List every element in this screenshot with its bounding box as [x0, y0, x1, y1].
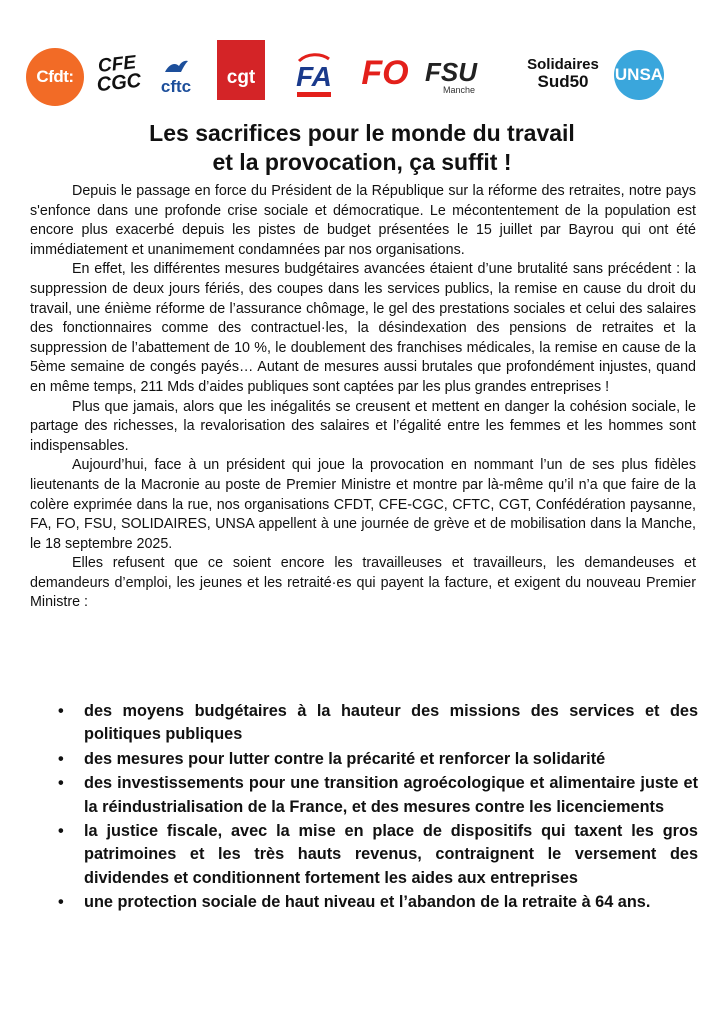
union-logos-row [22, 40, 702, 108]
bullet-icon: • [58, 822, 64, 841]
demand-text: la justice fiscale, avec la mise en place de dispositifs qui taxent les gros patrimoines et les très hauts revenus, contraignent le versement des dividendes et conditionnent fortement les aides aux entreprises [84, 822, 698, 887]
cftc-logo [152, 50, 200, 102]
paragraph: Aujourd’hui, face à un président qui joue la provocation en nommant l’un de ses plus fidèles lieutenants de la Macronie au poste de Premier Ministre et montre par là-même qu’il n’a que faire de la colère exprimée dans la rue, nos organisations CFDT, CFE-CGC, CFTC, CGT, Confédération paysanne, FA, FO, FSU, SOLIDAIRES, UNSA appellent à une journée de grève et de mobilisation dans la Manche, le 18 septembre 2025. [30, 457, 696, 552]
page-title [0, 119, 724, 177]
bullet-icon: • [58, 893, 64, 912]
demand-text: des mesures pour lutter contre la précarité et renforcer la solidarité [84, 749, 606, 768]
fsu-logo-text: FSU [425, 57, 477, 87]
unsa-logo [614, 50, 664, 100]
fa-logo [290, 46, 338, 104]
bullet-icon: • [58, 702, 64, 720]
fo-logo [360, 48, 410, 98]
demand-text: des investissements pour une transition agroécologique et alimentaire juste et la réindustrialisation de la France, et des mesures contre les licenciements [84, 774, 698, 816]
paragraph: Depuis le passage en force du Président de la République sur la réforme des retraites, notre pays s'enfonce dans une profonde crise sociale et démocratique. Le mécontentement de la population est encore plus exacerbé depuis les pistes de budget présentées le 15 juillet par Bayrou qui ont été immédiatement et unanimement condamnées par nos organisations. [30, 183, 696, 258]
solidaires-logo-text: Solidaires [527, 56, 599, 73]
demand-item [56, 891, 698, 914]
paragraph: Plus que jamais, alors que les inégalités se creusent et mettent en danger la cohésion sociale, le partage des richesses, la revalorisation des salaires et l’égalité entre les femmes et les hommes sont indispensables. [30, 398, 696, 454]
demand-text: des moyens budgétaires à la hauteur des missions des services et des politiques publiques [84, 702, 698, 744]
cfe-cgc-logo-line1: CFE [97, 52, 138, 77]
cgt-logo [217, 40, 265, 100]
bird-icon [161, 56, 191, 78]
fsu-logo [425, 52, 497, 102]
cfdt-logo [26, 48, 84, 106]
paragraph: Elles refusent que ce soient encore les travailleuses et travailleurs, les demandeuses et demandeurs d’emploi, les jeunes et les retraité·es qui payent la facture, et exigent du nouveau Premier Ministre : [30, 555, 696, 611]
unsa-logo-text: UNSA [614, 65, 664, 84]
sud-logo-text: Sud50 [537, 72, 589, 91]
fa-logo-bar [297, 92, 331, 97]
title-line-1: Les sacrifices pour le monde du travail [149, 120, 575, 146]
bullet-icon: • [58, 774, 64, 793]
paragraph: En effet, les différentes mesures budgétaires avancées étaient d’une brutalité sans précédent : la suppression de deux jours fériés, des coupes dans les services publics, la remise en cause du droit du travail, une énième réforme de l’assurance chômage, le gel des prestations sociales et celui des salaires des fonctionnaires comme des contractuel·les, la désindexation des pensions de retraites et la suppression de l’abattement de 10 %, le doublement des franchises médicales, la remise en cause de la 5ème semaine de congés payés… Autant de mesures aussi brutales que profondément injustes, quand en même temps, 211 Mds d’aides publiques sont captées par les plus grandes entreprises ! [30, 261, 696, 395]
cgt-logo-text: cgt [226, 67, 256, 88]
demand-item [56, 820, 698, 890]
cfe-cgc-logo-line2: CGC [95, 69, 143, 97]
cfe-cgc-logo [90, 47, 147, 100]
cftc-logo-text: cftc [160, 77, 192, 96]
demand-item [56, 700, 698, 747]
fo-logo-text: FO [361, 54, 409, 92]
demands-list [56, 700, 698, 916]
demand-item [56, 772, 698, 819]
fa-logo-text: FA [296, 61, 332, 92]
solidaires-sud-logo [527, 48, 599, 100]
bullet-icon: • [58, 749, 64, 768]
demand-item [56, 748, 698, 771]
demand-text: une protection sociale de haut niveau et l’abandon de la retraite à 64 ans. [84, 893, 651, 912]
body-text [30, 182, 696, 613]
fsu-logo-subtext: Manche [443, 85, 476, 95]
title-line-2: et la provocation, ça suffit ! [212, 149, 512, 175]
cfdt-logo-text: Cfdt: [36, 67, 74, 86]
